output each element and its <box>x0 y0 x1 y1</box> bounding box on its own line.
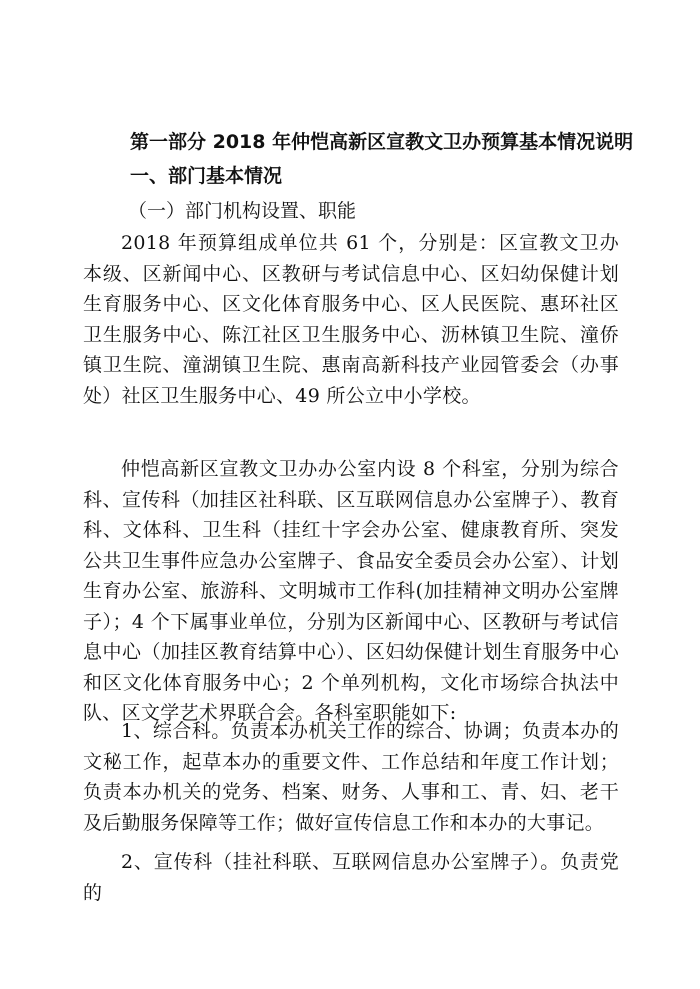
paragraph-office-structure: 仲恺高新区宣教文卫办办公室内设 8 个科室，分别为综合科、宣传科（加挂区社科联、区互联网信息办公室牌子）、教育科、文体科、卫生科（挂红十字会办公室、健康教育所、突发公共卫生事件应急办公室牌子、食品安全委员会办公室）、计划生育办公室、旅游科、文明城市工作科(加挂精神文明办公室牌子）；4 个下属事业单位，分别为区新闻中心、区教研与考试信息中心（加挂区教育结算中心）、区妇幼保健计划生育服务中心和区文化体育服务中心；2 个单列机构，文化市场综合执法中队、区文学艺术界联合会。各科室职能如下: <box>83 458 619 724</box>
paragraph-general-section: 1、综合科。负责本办机关工作的综合、协调；负责本办的文秘工作，起草本办的重要文件、工作总结和年度工作计划；负责本办机关的党务、档案、财务、人事和工、青、妇、老干及后勤服务保障等工作；做好宣传信息工作和本办的大事记。 <box>83 720 619 834</box>
paragraph-budget-units: 2018 年预算组成单位共 61 个，分别是：区宣教文卫办本级、区新闻中心、区教研与考试信息中心、区妇幼保健计划生育服务中心、区文化体育服务中心、区人民医院、惠环社区卫生服务中心、陈江社区卫生服务中心、沥林镇卫生院、潼侨镇卫生院、潼湖镇卫生院、惠南高新科技产业园管委会（办事处）社区卫生服务中心、49 所公立中小学校。 <box>83 232 619 407</box>
section-heading: 一、部门基本情况 <box>130 165 283 187</box>
paragraph-publicity-section: 2、宣传科（挂社科联、互联网信息办公室牌子）。负责党的 <box>83 851 619 904</box>
subsection-heading: （一）部门机构设置、职能 <box>128 200 357 222</box>
document-title: 第一部分 2018 年仲恺高新区宣教文卫办预算基本情况说明 <box>130 131 634 153</box>
